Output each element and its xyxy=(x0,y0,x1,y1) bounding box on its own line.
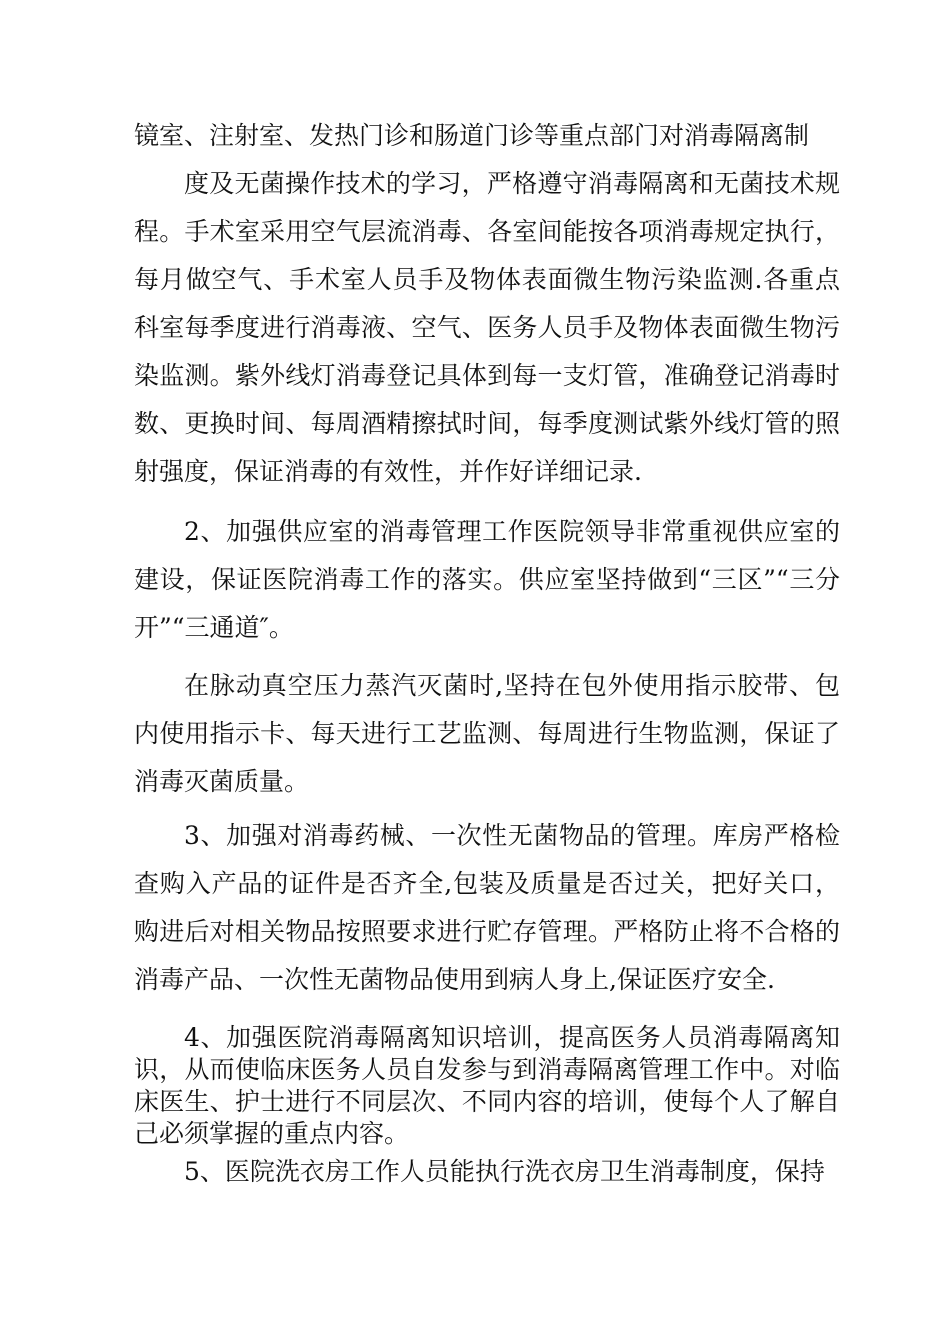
paragraph-training: 4、加强医院消毒隔离知识培训，提高医务人员消毒隔离知识，从而使临床医务人员自发参与到消毒隔离管理工作中。对临床医生、护士进行不同层次、不同内容的培训，使每个人了解自己必须掌握的重点内容。 xyxy=(134,1023,840,1148)
paragraph-supply-room: 2、加强供应室的消毒管理工作医院领导非常重视供应室的建设，保证医院消毒工作的落实。供应室坚持做到“三区”“三分开”“三通道″。 xyxy=(134,517,840,642)
paragraph-sterilization: 在脉动真空压力蒸汽灭菌时,坚持在包外使用指示胶带、包内使用指示卡、每天进行工艺监测、每周进行生物监测，保证了消毒灭菌质量。 xyxy=(134,671,840,796)
paragraph-continuation: 镜室、注射室、发热门诊和肠道门诊等重点部门对消毒隔离制 xyxy=(134,121,810,150)
paragraph-laundry: 5、医院洗衣房工作人员能执行洗衣房卫生消毒制度，保持 xyxy=(184,1157,825,1186)
paragraph-disinfection-rules: 度及无菌操作技术的学习，严格遵守消毒隔离和无菌技术规程。手术室采用空气层流消毒、各室间能按各项消毒规定执行，每月做空气、手术室人员手及物体表面微生物污染监测.各重点科室每季度进行消毒液、空气、医务人员手及物体表面微生物污染监测。紫外线灯消毒登记具体到每一支灯管，准确登记消毒时数、更换时间、每周酒精擦拭时间，每季度测试紫外线灯管的照射强度，保证消毒的有效性，并作好详细记录. xyxy=(134,169,840,486)
paragraph-supplies-management: 3、加强对消毒药械、一次性无菌物品的管理。库房严格检查购入产品的证件是否齐全,包装及质量是否过关，把好关口，购进后对相关物品按照要求进行贮存管理。严格防止将不合格的消毒产品、一次性无菌物品使用到病人身上,保证医疗安全. xyxy=(134,821,840,994)
